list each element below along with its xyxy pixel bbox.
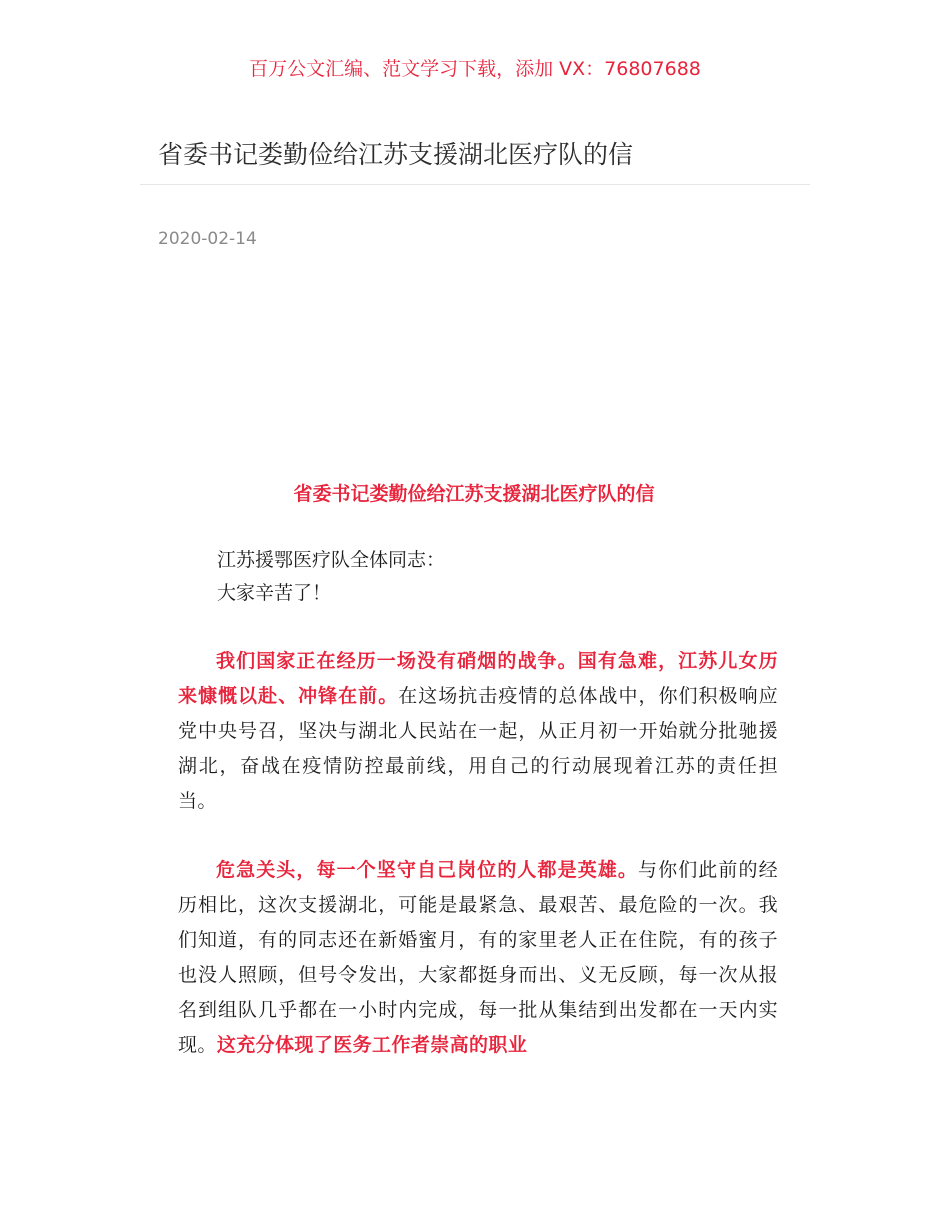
paragraph-2-highlight: 危急关头，每一个坚守自己岗位的人都是英雄。 <box>216 859 639 881</box>
paragraph-1 <box>178 644 778 819</box>
paragraph-2 <box>178 853 778 1063</box>
paragraph-1-highlight: 我们国家正在经历一场没有硝烟的战争。国有急难，江苏儿女历来慷慨以赴、冲锋在前。 <box>178 650 778 707</box>
salutation <box>178 544 778 610</box>
article-body <box>178 480 778 1063</box>
paragraph-1-body: 在这场抗击疫情的总体战中，你们积极响应党中央号召，坚决与湖北人民站在一起，从正月初一开始就分批驰援湖北，奋战在疫情防控最前线，用自己的行动展现着江苏的责任担当。 <box>178 685 778 812</box>
watermark-banner: 百万公文汇编、范文学习下载，添加 VX：76807688 <box>249 58 701 80</box>
publish-date: 2020-02-14 <box>158 229 257 249</box>
page-title: 省委书记娄勤俭给江苏支援湖北医疗队的信 <box>158 140 634 169</box>
title-divider <box>140 184 810 185</box>
salutation-addressee: 江苏援鄂医疗队全体同志： <box>217 549 446 571</box>
paragraph-2-highlight-tail: 这充分体现了医务工作者崇高的职业 <box>216 1034 528 1056</box>
salutation-greeting: 大家辛苦了！ <box>217 582 332 604</box>
paragraph-2-body: 与你们此前的经历相比，这次支援湖北，可能是最紧急、最艰苦、最危险的一次。我们知道，有的同志还在新婚蜜月，有的家里老人正在住院，有的孩子也没人照顾，但号令发出，大家都挺身而出、义无反顾，每一次从报名到组队几乎都在一小时内完成，每一批从集结到出发都在一天内实现。 <box>178 859 778 1056</box>
article-heading: 省委书记娄勤俭给江苏支援湖北医疗队的信 <box>293 483 655 505</box>
